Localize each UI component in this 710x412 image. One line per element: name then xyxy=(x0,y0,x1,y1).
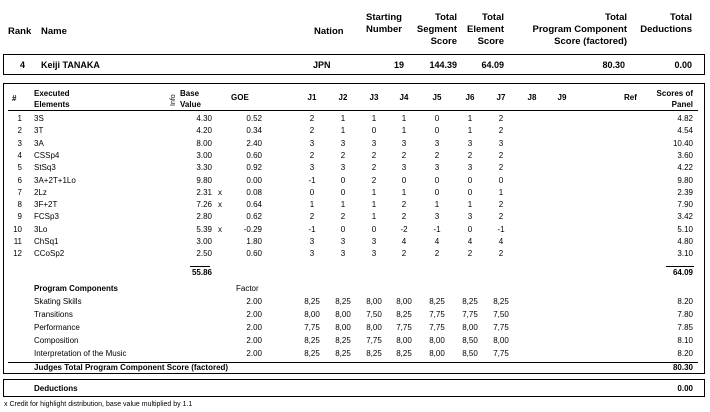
element-goe: -0.29 xyxy=(243,224,262,234)
element-judge-score: 3 xyxy=(434,138,440,148)
element-judge-score: 1 xyxy=(371,200,377,210)
element-panel-score: 5.10 xyxy=(677,224,693,234)
element-judge-score: 2 xyxy=(309,212,315,222)
element-judge-score: 2 xyxy=(309,114,315,123)
col-judge-header: J3 xyxy=(369,93,379,102)
component-judge-score: 7,75 xyxy=(429,323,445,332)
element-goe: 0.92 xyxy=(246,163,262,173)
element-panel-score: 10.40 xyxy=(672,138,693,148)
component-panel-score: 8.10 xyxy=(677,336,693,345)
element-judge-score: 2 xyxy=(498,126,504,136)
element-name: 3Lo xyxy=(34,224,48,234)
element-judge-score: 3 xyxy=(371,138,377,148)
element-judge-score: 0 xyxy=(498,175,504,185)
col-judge-header: J4 xyxy=(399,93,409,102)
element-name: ChSq1 xyxy=(34,237,59,246)
element-judge-score: 0 xyxy=(434,187,440,197)
element-base-value: 9.80 xyxy=(196,175,212,185)
component-judge-score: 8,25 xyxy=(335,336,351,345)
element-base-value: 3.00 xyxy=(196,150,212,160)
element-number: 9 xyxy=(17,212,22,222)
component-judge-score: 8,25 xyxy=(429,297,445,306)
element-base-value: 3.00 xyxy=(196,237,212,246)
col-base-header: Base Value xyxy=(180,89,201,109)
element-judge-score: 2 xyxy=(467,150,473,160)
skater-deductions: 0.00 xyxy=(674,60,692,70)
element-judge-score: 4 xyxy=(401,237,407,246)
element-base-value: 5.39 xyxy=(196,224,212,234)
element-judge-score: 2 xyxy=(401,200,407,210)
element-base-value: 2.31 xyxy=(196,187,212,197)
deductions-box xyxy=(3,379,705,397)
element-judge-score: 0 xyxy=(371,224,377,234)
element-bonus-mark: x xyxy=(218,200,222,210)
element-judge-score: 3 xyxy=(467,212,473,222)
component-judge-score: 8,00 xyxy=(366,297,382,306)
element-goe: 2.40 xyxy=(246,138,262,148)
component-judge-score: 7,75 xyxy=(493,349,509,358)
component-panel-score: 8.20 xyxy=(677,349,693,358)
element-number: 1 xyxy=(17,114,22,123)
element-judge-score: 1 xyxy=(401,114,407,123)
skater-name: Keiji TANAKA xyxy=(41,60,100,70)
element-judge-score: 3 xyxy=(309,237,315,246)
component-judge-score: 8,50 xyxy=(462,349,478,358)
element-judge-score: 0 xyxy=(340,224,346,234)
element-judge-score: 0 xyxy=(434,114,440,123)
deductions-score: 0.00 xyxy=(677,384,693,393)
element-judge-score: 3 xyxy=(309,138,315,148)
component-name: Skating Skills xyxy=(34,297,82,306)
component-judge-score: 8,25 xyxy=(304,297,320,306)
component-judge-score: 8,00 xyxy=(493,336,509,345)
element-judge-score: 3 xyxy=(434,212,440,222)
element-goe: 0.64 xyxy=(246,200,262,210)
element-judge-score: 2 xyxy=(371,175,377,185)
component-judge-score: 8,50 xyxy=(462,336,478,345)
skater-nation: JPN xyxy=(313,60,331,70)
component-factor: 2.00 xyxy=(246,336,262,345)
element-judge-score: 3 xyxy=(371,249,377,259)
element-judge-score: 0 xyxy=(467,175,473,185)
element-judge-score: 2 xyxy=(401,249,407,259)
element-judge-score: 0 xyxy=(371,126,377,136)
element-panel-score: 7.90 xyxy=(677,200,693,210)
element-judge-score: 4 xyxy=(467,237,473,246)
element-judge-score: 3 xyxy=(340,249,346,259)
element-judge-score: 1 xyxy=(340,200,346,210)
element-number: 12 xyxy=(13,249,22,259)
components-total-label: Judges Total Program Component Score (factored) xyxy=(34,363,229,372)
element-judge-score: 3 xyxy=(401,138,407,148)
element-judge-score: -1 xyxy=(433,224,441,234)
col-judge-header: J2 xyxy=(338,93,348,102)
component-judge-score: 7,75 xyxy=(366,336,382,345)
element-judge-score: 3 xyxy=(309,163,315,173)
element-name: 3F+2T xyxy=(34,200,58,210)
element-judge-score: 2 xyxy=(498,163,504,173)
element-panel-score: 3.60 xyxy=(677,150,693,160)
component-factor: 2.00 xyxy=(246,349,262,358)
element-judge-score: 1 xyxy=(371,114,377,123)
element-number: 7 xyxy=(17,187,22,197)
element-judge-score: 0 xyxy=(434,126,440,136)
element-goe: 0.60 xyxy=(246,249,262,259)
element-judge-score: -2 xyxy=(400,224,408,234)
component-name: Composition xyxy=(34,336,79,345)
component-judge-score: 7,75 xyxy=(396,323,412,332)
component-judge-score: 8,25 xyxy=(366,349,382,358)
nation-header: Nation xyxy=(314,26,344,37)
element-number: 3 xyxy=(17,138,22,148)
component-name: Transitions xyxy=(34,310,73,319)
elements-score-total: 64.09 xyxy=(672,268,693,277)
deductions-header: Total Deductions xyxy=(640,12,692,35)
element-judge-score: 1 xyxy=(467,126,473,136)
element-judge-score: 1 xyxy=(434,200,440,210)
element-goe: 0.00 xyxy=(246,175,262,185)
skater-rank: 4 xyxy=(20,60,26,70)
element-judge-score: 1 xyxy=(401,126,407,136)
component-judge-score: 8,25 xyxy=(304,349,320,358)
component-judge-score: 7,75 xyxy=(304,323,320,332)
col-judge-header: J9 xyxy=(557,93,567,102)
col-num-header: # xyxy=(12,94,17,103)
element-judge-score: 0 xyxy=(467,224,473,234)
element-name: CSSp4 xyxy=(34,150,60,160)
element-judge-score: 2 xyxy=(401,150,407,160)
element-number: 6 xyxy=(17,175,22,185)
component-factor: 2.00 xyxy=(246,310,262,319)
element-judge-score: 2 xyxy=(434,249,440,259)
element-judge-score: 1 xyxy=(401,187,407,197)
component-judge-score: 8,00 xyxy=(335,323,351,332)
skater-starting-number: 19 xyxy=(393,60,404,70)
col-elements-header: Executed Elements xyxy=(34,89,70,109)
element-goe: 0.62 xyxy=(246,212,262,222)
base-total-rule xyxy=(190,266,210,267)
element-number: 2 xyxy=(17,126,22,136)
element-name: 3S xyxy=(34,114,44,123)
component-judge-score: 8,25 xyxy=(335,297,351,306)
component-judge-score: 7,50 xyxy=(366,310,382,319)
component-name: Performance xyxy=(34,323,80,332)
element-judge-score: 2 xyxy=(498,249,504,259)
element-judge-score: 1 xyxy=(371,212,377,222)
element-panel-score: 2.39 xyxy=(677,187,693,197)
element-number: 4 xyxy=(17,150,22,160)
element-goe: 0.60 xyxy=(246,150,262,160)
rank-header: Rank xyxy=(8,26,32,37)
element-number: 8 xyxy=(17,200,22,210)
element-panel-score: 9.80 xyxy=(677,175,693,185)
component-judge-score: 8,00 xyxy=(462,323,478,332)
footnote: x Credit for highlight distribution, base value multiplied by 1.1 xyxy=(4,401,193,408)
base-value-total: 55.86 xyxy=(191,268,212,277)
element-judge-score: 2 xyxy=(434,150,440,160)
name-header: Name xyxy=(41,26,67,37)
col-judge-header: J5 xyxy=(432,93,442,102)
element-judge-score: 1 xyxy=(467,114,473,123)
element-goe: 1.80 xyxy=(246,237,262,246)
element-panel-score: 4.54 xyxy=(677,126,693,136)
element-judge-score: 3 xyxy=(371,237,377,246)
col-goe-header: GOE xyxy=(231,93,249,102)
components-total-score: 80.30 xyxy=(672,363,693,372)
element-judge-score: 2 xyxy=(401,212,407,222)
component-judge-score: 8,25 xyxy=(396,310,412,319)
component-judge-score: 8,00 xyxy=(396,297,412,306)
element-goe: 0.52 xyxy=(246,114,262,123)
component-judge-score: 7,75 xyxy=(462,310,478,319)
component-judge-score: 8,00 xyxy=(304,310,320,319)
col-judge-header: J1 xyxy=(307,93,317,102)
element-panel-score: 3.42 xyxy=(677,212,693,222)
element-judge-score: 0 xyxy=(340,175,346,185)
element-judge-score: 2 xyxy=(498,150,504,160)
element-bonus-mark: x xyxy=(218,224,222,234)
element-base-value: 2.80 xyxy=(196,212,212,222)
component-factor: 2.00 xyxy=(246,323,262,332)
element-judge-score: -1 xyxy=(308,175,316,185)
skater-element-score: 64.09 xyxy=(481,60,504,70)
element-judge-score: -1 xyxy=(497,224,505,234)
element-judge-score: 0 xyxy=(340,187,346,197)
element-name: 3T xyxy=(34,126,44,136)
component-judge-score: 7,75 xyxy=(493,323,509,332)
header-divider xyxy=(8,110,698,111)
element-judge-score: 3 xyxy=(467,138,473,148)
col-ref-header: Ref xyxy=(624,93,637,102)
element-judge-score: 2 xyxy=(371,163,377,173)
element-name: 3A xyxy=(34,138,44,148)
element-judge-score: 2 xyxy=(467,249,473,259)
element-judge-score: 1 xyxy=(371,187,377,197)
element-judge-score: 4 xyxy=(498,237,504,246)
component-judge-score: 8,00 xyxy=(429,336,445,345)
element-judge-score: 2 xyxy=(309,126,315,136)
component-judge-score: 8,25 xyxy=(462,297,478,306)
segment-score-header: Total Segment Score xyxy=(416,12,457,47)
element-score-header: Total Element Score xyxy=(467,12,504,47)
element-base-value: 7.26 xyxy=(196,200,212,210)
element-judge-score: 2 xyxy=(498,200,504,210)
component-name: Interpretation of the Music xyxy=(34,349,127,358)
component-judge-score: 8,25 xyxy=(335,349,351,358)
element-panel-score: 4.22 xyxy=(677,163,693,173)
component-panel-score: 7.80 xyxy=(677,310,693,319)
element-judge-score: 2 xyxy=(340,212,346,222)
element-goe: 0.34 xyxy=(246,126,262,136)
element-judge-score: 0 xyxy=(401,175,407,185)
element-judge-score: 4 xyxy=(434,237,440,246)
component-judge-score: 8,25 xyxy=(493,297,509,306)
element-base-value: 2.50 xyxy=(196,249,212,259)
components-factor-header: Factor xyxy=(236,284,259,293)
element-panel-score: 3.10 xyxy=(677,249,693,259)
element-panel-score: 4.80 xyxy=(677,237,693,246)
component-judge-score: 7,50 xyxy=(493,310,509,319)
element-judge-score: 3 xyxy=(401,163,407,173)
component-judge-score: 8,00 xyxy=(429,349,445,358)
element-judge-score: 3 xyxy=(309,249,315,259)
element-number: 5 xyxy=(17,163,22,173)
element-panel-score: 4.82 xyxy=(677,114,693,123)
element-judge-score: 2 xyxy=(498,212,504,222)
element-name: StSq3 xyxy=(34,163,56,173)
element-judge-score: 2 xyxy=(371,150,377,160)
starting-number-header: Starting Number xyxy=(366,12,402,35)
element-name: CCoSp2 xyxy=(34,249,65,259)
element-judge-score: 1 xyxy=(340,126,346,136)
element-judge-score: 1 xyxy=(340,114,346,123)
element-name: FCSp3 xyxy=(34,212,59,222)
component-judge-score: 8,00 xyxy=(396,336,412,345)
element-base-value: 4.20 xyxy=(196,126,212,136)
element-judge-score: 3 xyxy=(340,237,346,246)
element-judge-score: 1 xyxy=(467,200,473,210)
element-judge-score: 3 xyxy=(434,163,440,173)
component-judge-score: 8,00 xyxy=(335,310,351,319)
score-total-rule xyxy=(666,266,694,267)
component-factor: 2.00 xyxy=(246,297,262,306)
component-panel-score: 7.85 xyxy=(677,323,693,332)
element-bonus-mark: x xyxy=(218,187,222,197)
element-judge-score: 0 xyxy=(434,175,440,185)
element-judge-score: 2 xyxy=(309,150,315,160)
components-title: Program Components xyxy=(34,284,119,293)
element-judge-score: 3 xyxy=(340,163,346,173)
element-judge-score: 3 xyxy=(340,138,346,148)
element-goe: 0.08 xyxy=(246,187,262,197)
element-number: 11 xyxy=(13,237,22,246)
deductions-label: Deductions xyxy=(34,384,78,393)
skater-component-score: 80.30 xyxy=(602,60,625,70)
element-judge-score: 1 xyxy=(309,200,315,210)
component-judge-score: 8,00 xyxy=(366,323,382,332)
col-judge-header: J8 xyxy=(527,93,537,102)
col-judge-header: J6 xyxy=(465,93,475,102)
element-judge-score: -1 xyxy=(308,224,316,234)
element-judge-score: 0 xyxy=(309,187,315,197)
skater-segment-score: 144.39 xyxy=(429,60,457,70)
col-info-header: Info xyxy=(170,94,177,106)
component-score-header: Total Program Component Score (factored) xyxy=(532,12,627,47)
element-base-value: 8.00 xyxy=(196,138,212,148)
element-judge-score: 2 xyxy=(498,114,504,123)
element-base-value: 3.30 xyxy=(196,163,212,173)
col-judge-header: J7 xyxy=(496,93,506,102)
element-judge-score: 2 xyxy=(340,150,346,160)
element-name: 3A+2T+1Lo xyxy=(34,175,76,185)
element-judge-score: 1 xyxy=(498,187,504,197)
component-panel-score: 8.20 xyxy=(677,297,693,306)
element-judge-score: 3 xyxy=(498,138,504,148)
component-judge-score: 8,25 xyxy=(304,336,320,345)
element-judge-score: 3 xyxy=(467,163,473,173)
element-judge-score: 0 xyxy=(467,187,473,197)
component-judge-score: 7,75 xyxy=(429,310,445,319)
element-base-value: 4.30 xyxy=(196,114,212,123)
element-number: 10 xyxy=(13,224,22,234)
col-panel-header: Scores of Panel xyxy=(656,89,693,109)
component-judge-score: 8,25 xyxy=(396,349,412,358)
element-name: 2Lz xyxy=(34,187,47,197)
